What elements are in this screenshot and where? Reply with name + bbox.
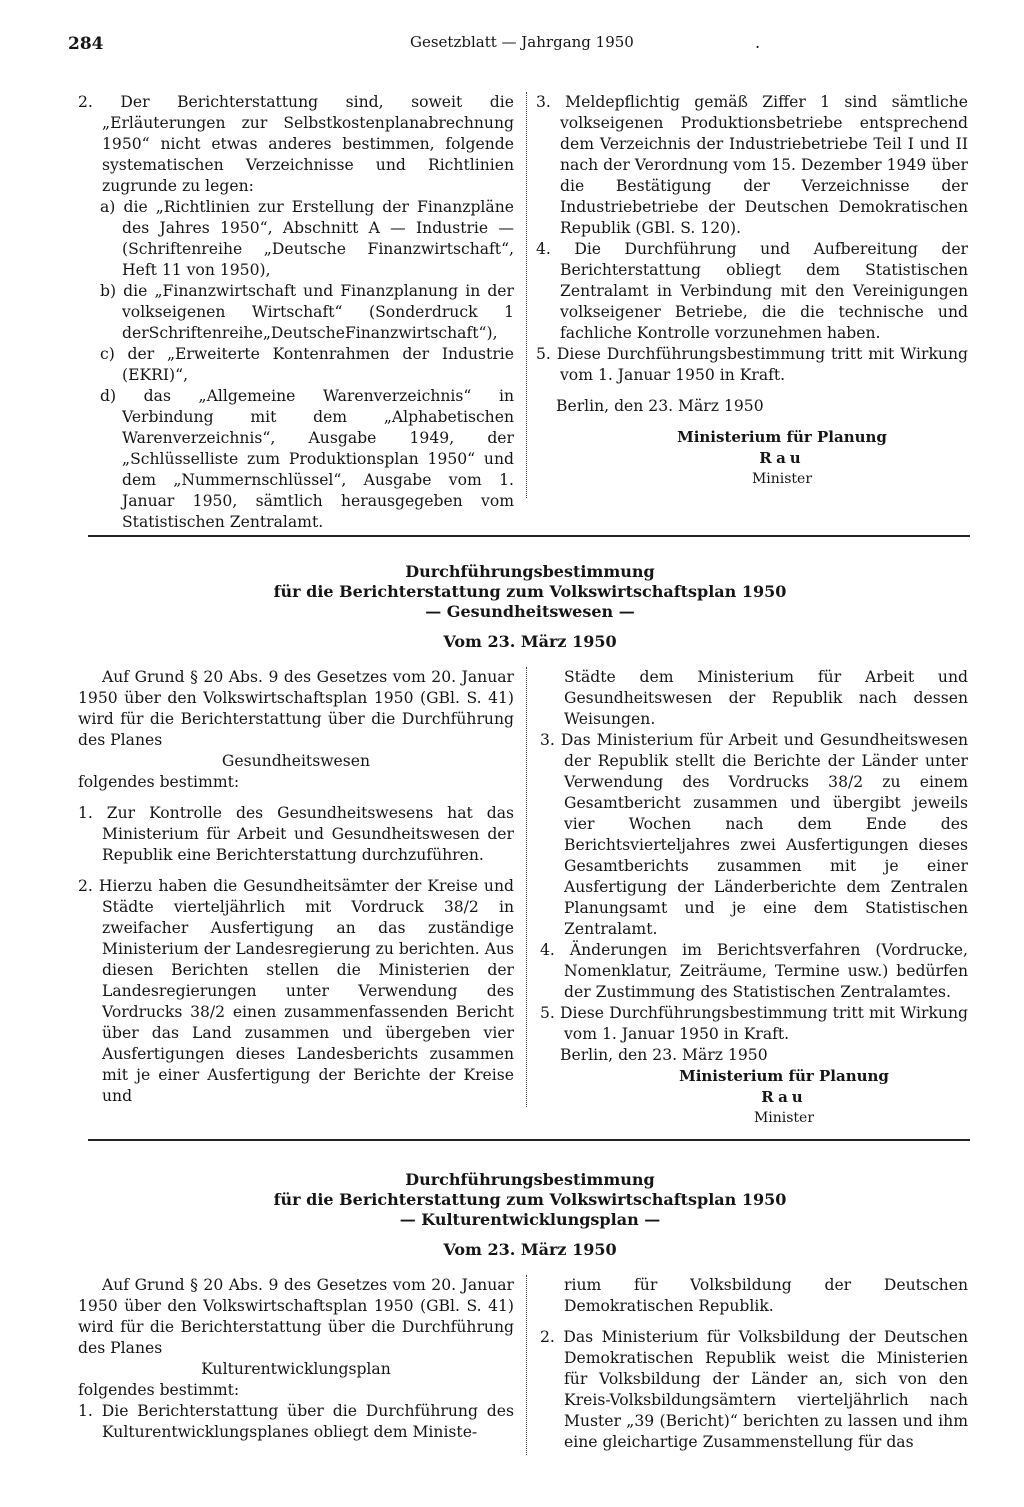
paragraph-item-4: 4. Die Durchführung und Aufbereitung der Berichterstattung obliegt dem Statistischen Zentralamt in Verbindung mit den Vereinigungen volkseigener Betriebe, die die technische und fachliche Kontrolle vorzunehmen haben. — [536, 240, 968, 342]
intro-paragraph: Auf Grund § 20 Abs. 9 des Gesetzes vom 20. Januar 1950 über den Volkswirtschaftsplan 1950 (GBl. S. 41) wird für die Berichterstattung über die Durchführung des Planes — [78, 1276, 514, 1357]
place-date: Berlin, den 23. März 1950 — [560, 1046, 768, 1064]
section0-right-column — [536, 92, 968, 490]
place-date: Berlin, den 23. März 1950 — [556, 397, 764, 415]
signature-role: Minister — [753, 1110, 815, 1126]
paragraph-item-2: 2. Das Ministerium für Volksbildung der Deutschen Demokratischen Republik weist die Ministerien für Volksbildung der Länder an, sich von den Kreis-Volksbildungsämtern vierteljährlich nach Muster „39 (Bericht)“ berichten zu lassen und ihm eine gleichartige Zusammenstellung für das — [540, 1328, 968, 1451]
title-line: Durchführungsbestimmung — [405, 562, 655, 581]
section1-left-column — [78, 667, 514, 1107]
signature-role: Minister — [751, 471, 813, 487]
page-number: 284 — [68, 34, 104, 54]
section-divider — [88, 535, 970, 537]
paragraph-item-1: 1. Die Berichterstattung über die Durchführung des Kulturentwicklungsplanes obliegt dem Ministe- — [78, 1402, 514, 1441]
signature-name: Rau — [759, 449, 805, 467]
section2-left-column — [78, 1275, 514, 1443]
paragraph-item-5: 5. Diese Durchführungsbestimmung tritt mit Wirkung vom 1. Januar 1950 in Kraft. — [536, 345, 968, 384]
list-item-d: d) das „Allgemeine Warenverzeichnis“ in Verbindung mit dem „Alphabetischen Warenverzeichnis“, Ausgabe 1949, der „Schlüsselliste zum Produktionsplan 1950“ und dem „Nummernschlüssel“, Ausgabe vom 1. Januar 1950, sämtlich herausgegeben vom Statistischen Zentralamt. — [100, 387, 514, 531]
paragraph-item-2: 2. Der Berichterstattung sind, soweit die „Erläuterungen zur Selbstkostenplanabrechnung 1950“ nicht etwas anderes bestimmen, folgende systematischen Verzeichnisse und Richtlinien zugrunde zu legen: — [78, 93, 514, 195]
section2-right-column — [540, 1275, 968, 1453]
topic-line: Gesundheitswesen — [221, 752, 371, 770]
header-dot: . — [755, 33, 761, 52]
title-line: Durchführungsbestimmung — [405, 1170, 655, 1189]
signature-ministry: Ministerium für Planung — [677, 428, 887, 446]
column-divider — [526, 1275, 527, 1455]
section1-right-column — [540, 667, 968, 1129]
signature-ministry: Ministerium für Planung — [679, 1067, 889, 1085]
continuation-text: rium für Volksbildung der Deutschen Demokratischen Republik. — [564, 1276, 968, 1315]
title-line: — Kulturentwicklungsplan — — [399, 1210, 661, 1229]
column-divider — [526, 92, 527, 498]
list-item-c: c) der „Erweiterte Kontenrahmen der Industrie (EKRI)“, — [100, 345, 514, 384]
section-divider — [88, 1139, 970, 1141]
continuation-text: Städte dem Ministerium für Arbeit und Gesundheitswesen der Republik nach dessen Weisungen. — [564, 668, 968, 728]
paragraph-item-3: 3. Das Ministerium für Arbeit und Gesundheitswesen der Republik stellt die Berichte der Länder unter Verwendung des Vordrucks 38/2 zu einem Gesamtbericht zusammen und übergibt jeweils vier Wochen nach dem Ende des Berichtsvierteljahres zwei Ausfertigungen dieses Gesamtberichts zusammen mit je einer Ausfertigung der Länderberichte dem Zentralen Planungsamt und je eine dem Statistischen Zentralamt. — [540, 731, 968, 938]
section1-date: Vom 23. März 1950 — [443, 632, 617, 651]
section2-date: Vom 23. März 1950 — [443, 1240, 617, 1259]
title-line: für die Berichterstattung zum Volkswirtschaftsplan 1950 — [273, 582, 787, 601]
section2-title — [90, 1170, 970, 1230]
section0-left-column — [78, 92, 514, 533]
signature-name: Rau — [761, 1088, 807, 1106]
paragraph-item-1: 1. Zur Kontrolle des Gesundheitswesens hat das Ministerium für Arbeit und Gesundheitswesen der Republik eine Berichterstattung durchzuführen. — [78, 804, 514, 864]
resolved-line: folgendes bestimmt: — [78, 773, 240, 791]
list-item-a: a) die „Richtlinien zur Erstellung der Finanzpläne des Jahres 1950“, Abschnitt A — Industrie — (Schriftenreihe „Deutsche Finanzwirtschaft“, Heft 11 von 1950), — [100, 198, 514, 279]
intro-paragraph: Auf Grund § 20 Abs. 9 des Gesetzes vom 20. Januar 1950 über den Volkswirtschaftsplan 1950 (GBl. S. 41) wird für die Berichterstattung über die Durchführung des Planes — [78, 668, 514, 749]
section1-title — [90, 562, 970, 622]
resolved-line: folgendes bestimmt: — [78, 1381, 240, 1399]
paragraph-item-3: 3. Meldepflichtig gemäß Ziffer 1 sind sämtliche volkseigenen Produktionsbetriebe entsprechend dem Verzeichnis der Industriebetriebe Teil I und II nach der Verordnung vom 15. Dezember 1949 über die Bestätigung der Verzeichnisse der Industriebetriebe der Deutschen Demokratischen Republik (GBl. S. 120). — [536, 93, 968, 237]
title-line: — Gesundheitswesen — — [425, 602, 635, 621]
running-header: Gesetzblatt — Jahrgang 1950 — [410, 33, 634, 51]
list-item-b: b) die „Finanzwirtschaft und Finanzplanung in der volkseigenen Wirtschaft“ (Sonderdruck 1 derSchriftenreihe„DeutscheFinanzwirtschaft“), — [100, 282, 514, 342]
paragraph-item-5: 5. Diese Durchführungsbestimmung tritt mit Wirkung vom 1. Januar 1950 in Kraft. — [540, 1004, 968, 1043]
topic-line: Kulturentwicklungsplan — [201, 1360, 391, 1378]
column-divider — [526, 667, 527, 1107]
paragraph-item-4: 4. Änderungen im Berichtsverfahren (Vordrucke, Nomenklatur, Zeiträume, Termine usw.) bedürfen der Zustimmung des Statistischen Zentralamtes. — [540, 941, 968, 1001]
title-line: für die Berichterstattung zum Volkswirtschaftsplan 1950 — [273, 1190, 787, 1209]
paragraph-item-2: 2. Hierzu haben die Gesundheitsämter der Kreise und Städte vierteljährlich mit Vordruck 38/2 in zweifacher Ausfertigung an das zuständige Ministerium der Landesregierung zu berichten. Aus diesen Berichten stellen die Ministerien der Landesregierungen unter Verwendung des Vordrucks 38/2 einen zusammenfassenden Bericht über das Land zusammen und übergeben vier Ausfertigungen dieses Landesberichts zusammen mit je einer Ausfertigung der Berichte der Kreise und — [78, 877, 515, 1105]
